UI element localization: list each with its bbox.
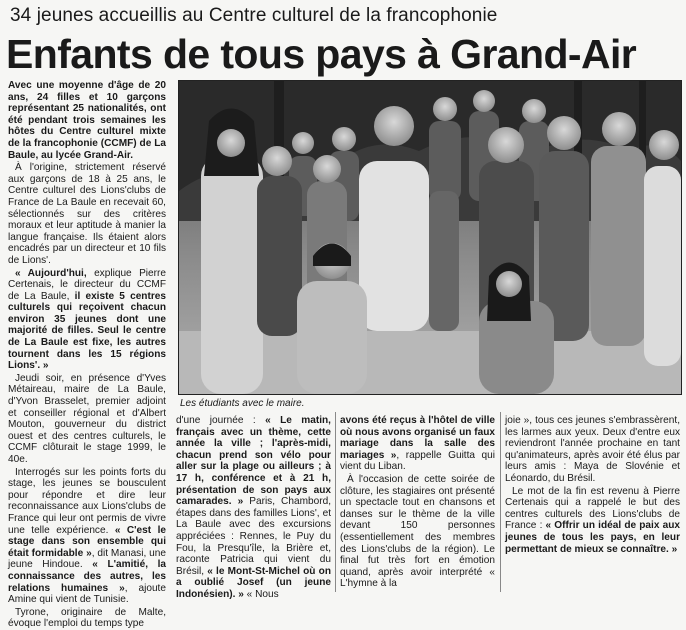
article-paragraph: d'une journée : « Le matin, français avec un thème, cette année la ville ; l'après-midi, chacun prend son vélo pour aller sur la plage ou ailleurs ; à 17 h, conférence et à 21 h, présentation de son pays aux camarades. » Paris, Chambord, étapes dans des familles Lions', et La Baule avec des excursions appréciées : Rennes, le Puy du Fou, la Presqu'île, la Brière et, raconte Patricia qui vient du Brésil, « le Mont-St-Michel où on a oublié Josef (un jeune Indonésien). » « Nous <box>176 415 331 600</box>
article-paragraph: À l'origine, strictement réservé aux garçons de 18 à 25 ans, le Centre culturel des Lions'clubs de France de La Baule en recevait 60, sélectionnés sur des critères moraux et leur aptitude à manier la langue française. Ils étaient alors encadrés par un directeur et 10 fils de Lions'. <box>8 162 166 266</box>
article-paragraph: À l'occasion de cette soirée de clôture, les stagiaires ont présenté un spectacle tout en chansons et danses sur le thème de la ville devant 150 personnes (essentiellement des membres des Lions'clubs de la région). Le final fut très fort en émotion quand, après avoir interprété « L'hymne à la <box>340 473 495 590</box>
article-paragraph: joie », tous ces jeunes s'embrassèrent, les larmes aux yeux. Deux d'entre eux reviendront l'année prochaine en tant qu'animateurs, après avoir été élus par leurs amis : Maya de Slovénie et Léonardo, du Brésil. <box>505 415 680 484</box>
article-column-1 <box>8 80 166 630</box>
group-photo-image <box>179 81 681 394</box>
article-paragraph: Tyrone, originaire de Malte, évoque l'emploi du temps type <box>8 606 166 630</box>
article-paragraph: Jeudi soir, en présence d'Yves Métaireau, maire de La Baule, d'Yvon Brasselet, premier adjoint et conseiller régional et d'Albert Mouton, gouverneur du district ouest et des centres culturels, le CCMF clôturait le stage 1999, le 40e. <box>8 372 166 465</box>
article-lead: Avec une moyenne d'âge de 20 ans, 24 filles et 10 garçons représentant 25 nationalités, ont été pendant trois semaines les hôtes du Centre culturel mixte de la francophonie (CCMF) de La Baule, au lycée Grand-Air. <box>8 80 166 161</box>
column-divider <box>335 412 336 592</box>
article-paragraph: « Aujourd'hui, explique Pierre Certenais, le directeur du CCMF de La Baule, il existe 5 centres culturels qui reçoivent chacun environ 35 jeunes dont une majorité de filles. Seul le centre de La Baule est fixe, les autres tournent dans les 15 régions Lions'. » <box>8 267 166 372</box>
article-paragraph: avons été reçus à l'hôtel de ville où nous avons organisé un faux mariage dans la salle des mariages », rappelle Guitta qui vient du Liban. <box>340 415 495 473</box>
article-paragraph: Interrogés sur les points forts du stage, les jeunes se bousculent pour répondre et dire leur reconnaissance aux Lions'clubs de France qui leur ont permis de vivre une telle expérience. « C'est le stage dans son ensemble qui était formidable », dit Manasi, une jeune Hindoue. « L'amitié, la connaissance des autres, les relations humaines », ajoute Amine qui vient de Tunisie. <box>8 466 166 606</box>
article-column-4 <box>505 415 680 595</box>
article-headline: Enfants de tous pays à Grand-Air <box>6 31 637 77</box>
photo-caption: Les étudiants avec le maire. <box>180 398 305 409</box>
column-divider <box>500 412 501 592</box>
article-column-3 <box>340 415 495 595</box>
article-column-2 <box>176 415 331 600</box>
article-photo <box>178 80 682 395</box>
article-paragraph: Le mot de la fin est revenu à Pierre Certenais qui a rappelé le but des centres culturels des Lions'clubs de France : « Offrir un idéal de paix aux jeunes de tous les pays, en leur permettant de mieux se connaître. » <box>505 485 680 555</box>
article-kicker: 34 jeunes accueillis au Centre culturel de la francophonie <box>10 5 498 26</box>
